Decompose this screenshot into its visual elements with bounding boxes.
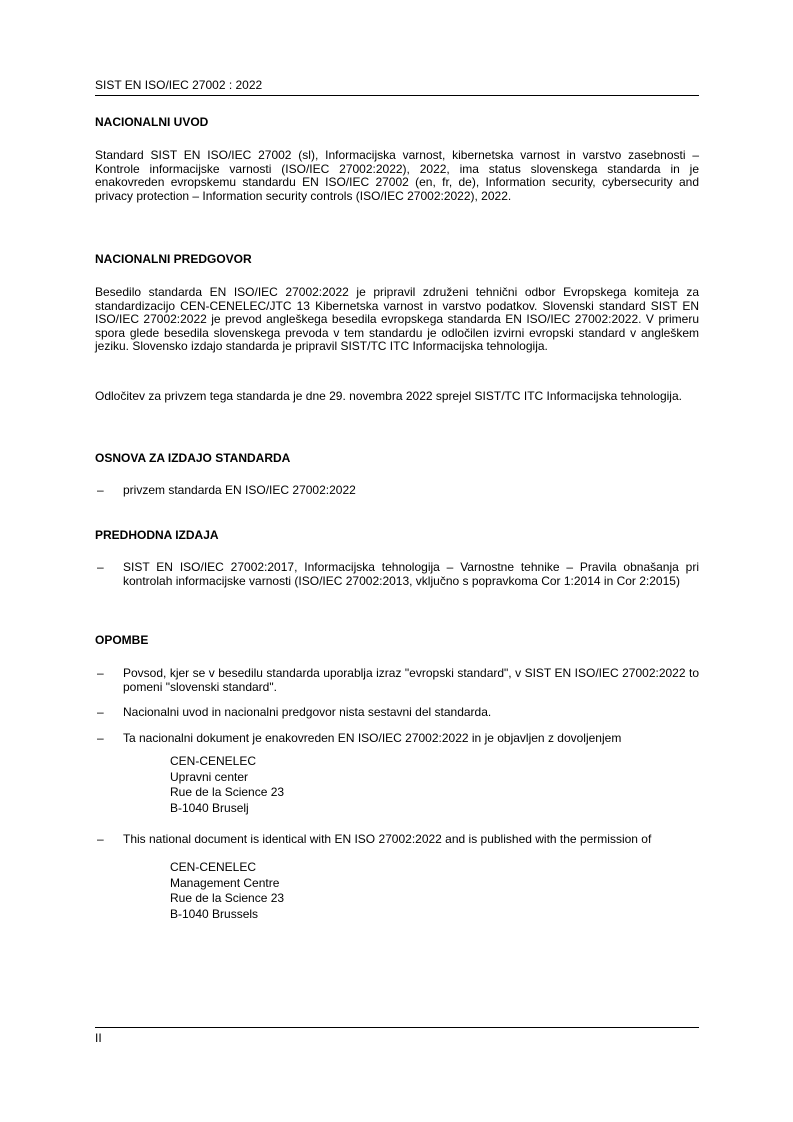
list-item-predhodna xyxy=(95,561,699,588)
bullet-dash: – xyxy=(97,705,104,719)
address-line: B-1040 Brussels xyxy=(170,906,259,921)
address-line: Management Centre xyxy=(170,875,280,890)
paragraph-nacionalni-uvod: Standard SIST EN ISO/IEC 27002 (sl), Informacijska varnost, kibernetska varnost in varstvo zasebnosti – Kontrole informacijske varnosti (ISO/IEC 27002:2022), 2022, ima status slovenskega standarda in je enakovreden evropskemu standardu EN ISO/IEC 27002 (en, fr, de), Information security, cybersecurity and privacy protection – Information security controls (ISO/IEC 27002:2022), 2022. xyxy=(95,148,699,203)
address-line: B-1040 Bruselj xyxy=(170,800,249,815)
bullet-dash: – xyxy=(97,483,104,497)
paragraph-predgovor-2: Odločitev za privzem tega standarda je dne 29. novembra 2022 sprejel SIST/TC ITC Informacijska tehnologija. xyxy=(95,389,682,403)
heading-osnova: OSNOVA ZA IZDAJO STANDARDA xyxy=(95,451,291,465)
page-number: II xyxy=(95,1031,102,1045)
address-line: CEN-CENELEC xyxy=(170,860,257,874)
list-item-text: SIST EN ISO/IEC 27002:2017, Informacijska tehnologija – Varnostne tehnike – Pravila obnašanja pri kontrolah informacijske varnosti (ISO/IEC 27002:2013, vključno s popravkoma Cor 1:2014 in Cor 2:2015) xyxy=(123,560,699,588)
list-item-text: Ta nacionalni dokument je enakovreden EN ISO/IEC 27002:2022 in je objavljen z dovoljenjem xyxy=(123,731,622,745)
footer-divider xyxy=(95,1027,699,1028)
list-item-opomba-2 xyxy=(95,706,699,720)
header-divider xyxy=(95,95,699,96)
list-item-opomba-1 xyxy=(95,667,699,694)
bullet-dash: – xyxy=(97,560,104,574)
heading-nacionalni-predgovor: NACIONALNI PREDGOVOR xyxy=(95,252,252,266)
paragraph-predgovor-1: Besedilo standarda EN ISO/IEC 27002:2022 je pripravil združeni tehnični odbor Evropskega komiteja za standardizacijo CEN-CENELEC/JTC 13 Kibernetska varnost in varstvo podatkov. Slovenski standard SIST EN ISO/IEC 27002:2022 je prevod angleškega besedila evropskega standarda EN ISO/IEC 27002:2022. V primeru spora glede besedila slovenskega prevoda v tem standardu je odločilen izvirni evropski standard v angleškem jeziku. Slovensko izdajo standarda je pripravil SIST/TC ITC Informacijska tehnologija. xyxy=(95,285,699,353)
address-block-sl xyxy=(170,754,284,816)
list-item-osnova xyxy=(95,484,699,498)
address-line: CEN-CENELEC xyxy=(170,754,257,768)
heading-predhodna-izdaja: PREDHODNA IZDAJA xyxy=(95,528,219,542)
list-item-text: privzem standarda EN ISO/IEC 27002:2022 xyxy=(123,483,356,497)
list-item-opomba-4 xyxy=(95,833,699,847)
address-line: Rue de la Science 23 xyxy=(170,785,285,799)
address-line: Upravni center xyxy=(170,769,249,784)
heading-opombe: OPOMBE xyxy=(95,633,149,647)
bullet-dash: – xyxy=(97,832,104,846)
list-item-text: This national document is identical with EN ISO 27002:2022 and is published with the permission of xyxy=(123,832,652,846)
list-item-text: Nacionalni uvod in nacionalni predgovor nista sestavni del standarda. xyxy=(123,705,492,719)
list-item-opomba-3 xyxy=(95,732,699,746)
heading-nacionalni-uvod: NACIONALNI UVOD xyxy=(95,115,209,129)
address-block-en xyxy=(170,860,284,922)
address-line: Rue de la Science 23 xyxy=(170,891,285,905)
bullet-dash: – xyxy=(97,666,104,680)
bullet-dash: – xyxy=(97,731,104,745)
document-header-id: SIST EN ISO/IEC 27002 : 2022 xyxy=(95,78,263,92)
list-item-text: Povsod, kjer se v besedilu standarda uporablja izraz "evropski standard", v SIST EN ISO/IEC 27002:2022 to pomeni "slovenski standard". xyxy=(123,666,699,694)
